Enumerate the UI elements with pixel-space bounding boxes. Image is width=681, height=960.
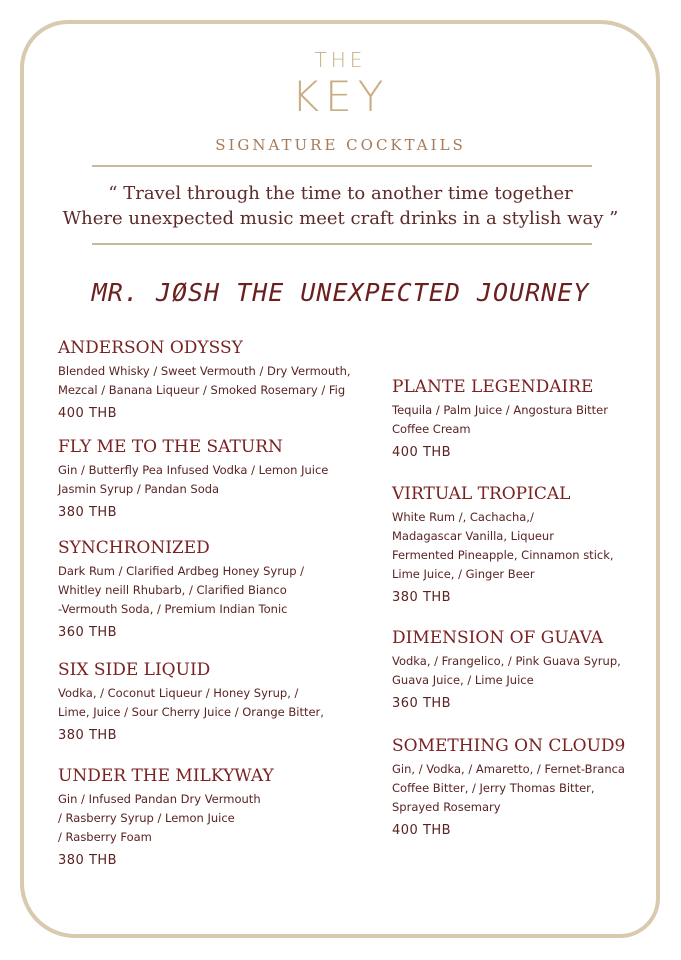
drink-item <box>392 735 625 838</box>
drink-ingredients <box>58 562 304 619</box>
drink-ingredients <box>58 790 274 847</box>
drink-item <box>58 337 351 421</box>
drink-ingredients <box>392 508 614 584</box>
drink-price: 380 THB <box>58 853 118 868</box>
brand-the: THE <box>314 48 367 72</box>
drink-item <box>392 376 608 460</box>
drink-name: SIX SIDE LIQUID <box>58 660 211 680</box>
drink-ingredients <box>392 760 625 817</box>
drink-name: SYNCHRONIZED <box>58 538 210 558</box>
drink-price: 380 THB <box>58 728 118 743</box>
drink-item <box>392 627 621 711</box>
quote-line-2: Where unexpected music meet craft drinks in a stylish way ” <box>62 208 619 229</box>
ingredient-line: Vodka, / Frangelico, / Pink Guava Syrup, <box>392 654 621 668</box>
drink-price: 380 THB <box>58 505 118 520</box>
ingredient-line: Lime Juice, / Ginger Beer <box>392 567 535 581</box>
quote-line-1: “ Travel through the time to another time together <box>108 183 573 204</box>
drink-item <box>58 436 328 520</box>
ingredient-line: Lime, Juice / Sour Cherry Juice / Orange Bitter, <box>58 705 324 719</box>
ingredient-line: Dark Rum / Clarified Ardbeg Honey Syrup / <box>58 564 305 578</box>
drink-price: 400 THB <box>392 823 452 838</box>
drink-price: 380 THB <box>392 590 452 605</box>
ingredient-line: Gin / Butterfly Pea Infused Vodka / Lemon Juice <box>58 463 329 477</box>
drink-name: SOMETHING ON CLOUD9 <box>392 736 626 756</box>
drink-ingredients <box>392 652 621 690</box>
drink-name: PLANTE LEGENDAIRE <box>392 377 594 397</box>
drink-name: ANDERSON ODYSSY <box>58 338 243 358</box>
drink-item <box>58 765 274 868</box>
ingredient-line: Gin / Infused Pandan Dry Vermouth <box>58 792 261 806</box>
divider-top <box>92 165 592 167</box>
ingredient-line: / Rasberry Foam <box>58 830 152 844</box>
ingredient-line: White Rum /, Cachacha,/ <box>392 510 534 524</box>
ingredient-line: Coffee Cream <box>392 422 471 436</box>
drink-price: 360 THB <box>392 696 452 711</box>
ingredient-line: Gin, / Vodka, / Amaretto, / Fernet-Branca <box>392 762 625 776</box>
ingredient-line: Fermented Pineapple, Cinnamon stick, <box>392 548 614 562</box>
drink-ingredients <box>58 461 328 499</box>
drink-item <box>58 537 304 640</box>
drink-ingredients <box>392 401 608 439</box>
drink-ingredients <box>58 684 324 722</box>
ingredient-line: Madagascar Vanilla, Liqueur <box>392 529 554 543</box>
drink-price: 400 THB <box>58 406 118 421</box>
drink-name: DIMENSION OF GUAVA <box>392 628 603 648</box>
ingredient-line: / Rasberry Syrup / Lemon Juice <box>58 811 235 825</box>
drink-name: VIRTUAL TROPICAL <box>392 484 571 504</box>
menu-subtitle: SIGNATURE COCKTAILS <box>215 136 466 154</box>
drink-price: 400 THB <box>392 445 452 460</box>
ingredient-line: Sprayed Rosemary <box>392 800 501 814</box>
drink-price: 360 THB <box>58 625 118 640</box>
ingredient-line: Vodka, / Coconut Liqueur / Honey Syrup, / <box>58 686 299 700</box>
drink-name: FLY ME TO THE SATURN <box>58 437 283 457</box>
ingredient-line: Coffee Bitter, / Jerry Thomas Bitter, <box>392 781 595 795</box>
brand-logo-key: KEY <box>291 72 390 121</box>
ingredient-line: Jasmin Syrup / Pandan Soda <box>58 482 220 496</box>
ingredient-line: -Vermouth Soda, / Premium Indian Tonic <box>58 602 288 616</box>
drink-name: UNDER THE MILKYWAY <box>58 766 274 786</box>
divider-bottom <box>92 243 592 245</box>
ingredient-line: Guava Juice, / Lime Juice <box>392 673 534 687</box>
drink-ingredients <box>58 362 351 400</box>
ingredient-line: Whitley neill Rhubarb, / Clarified Bianco <box>58 583 287 597</box>
drink-item <box>392 483 614 605</box>
ingredient-line: Blended Whisky / Sweet Vermouth / Dry Vermouth, <box>58 364 351 378</box>
ingredient-line: Mezcal / Banana Liqueur / Smoked Rosemary / Fig <box>58 383 346 397</box>
feature-title: MR. JØSH THE UNEXPECTED JOURNEY <box>91 278 590 307</box>
ingredient-line: Tequila / Palm Juice / Angostura Bitter <box>392 403 608 417</box>
drink-item <box>58 659 324 743</box>
